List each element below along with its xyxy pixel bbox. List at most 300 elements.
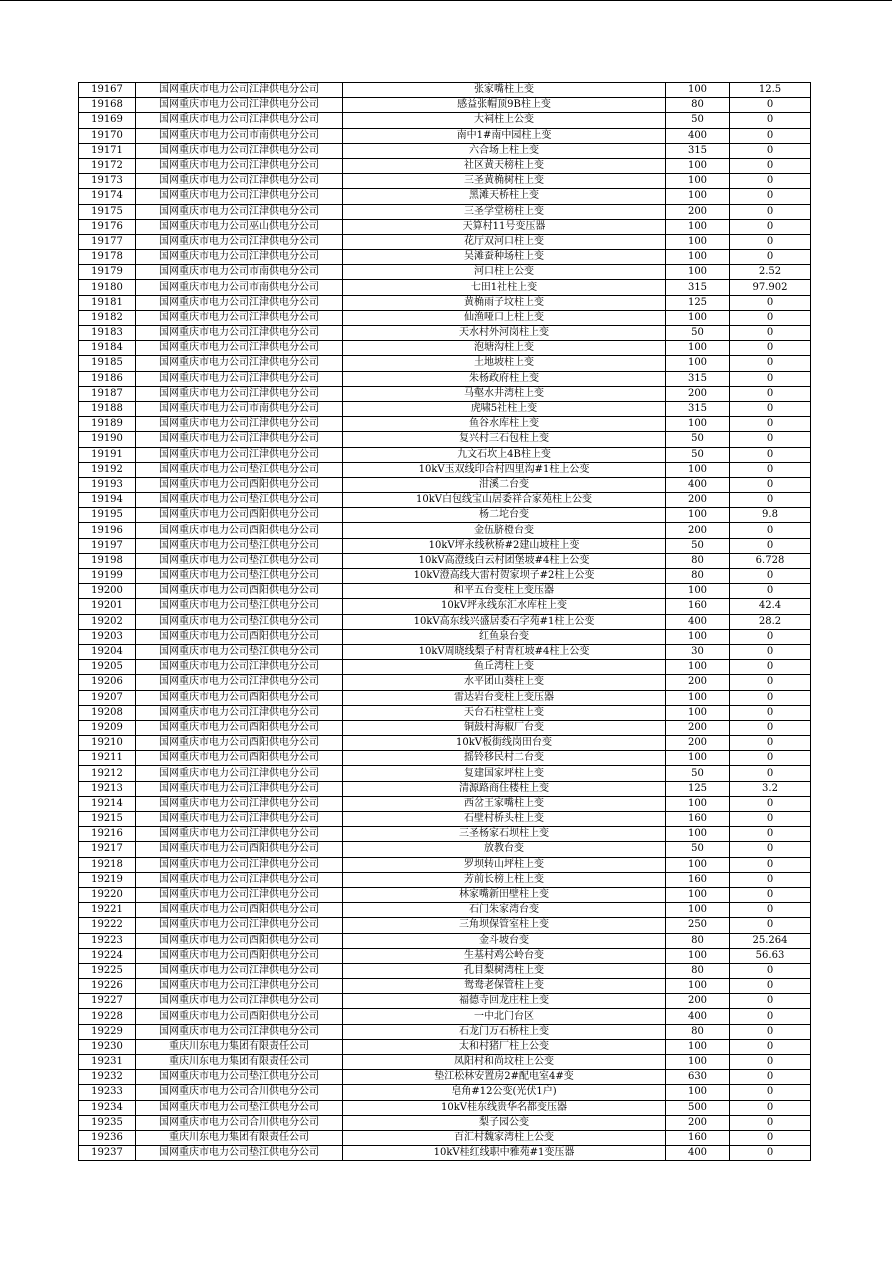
table-row <box>79 432 811 447</box>
row-id-cell: 19170 <box>79 128 136 143</box>
station-cell: 黑滩天桥柱上变 <box>343 189 666 204</box>
company-cell: 国网重庆市电力公司江津供电分公司 <box>136 781 343 796</box>
table-row <box>79 1146 811 1161</box>
table-row <box>79 963 811 978</box>
table-row <box>79 796 811 811</box>
row-id-cell: 19237 <box>79 1146 136 1161</box>
station-cell: 天台石柱堂柱上变 <box>343 705 666 720</box>
station-cell: 河口柱上公变 <box>343 265 666 280</box>
value-cell: 0 <box>730 1009 811 1024</box>
station-cell: 张家嘴柱上变 <box>343 83 666 98</box>
table-row <box>79 113 811 128</box>
station-cell: 三圣黄桷树柱上变 <box>343 174 666 189</box>
row-id-cell: 19178 <box>79 250 136 265</box>
table-row <box>79 1055 811 1070</box>
value-cell: 0 <box>730 918 811 933</box>
station-cell: 10kV澄高线大雷村贺家坝子#2柱上公变 <box>343 569 666 584</box>
company-cell: 国网重庆市电力公司江津供电分公司 <box>136 234 343 249</box>
row-id-cell: 19198 <box>79 553 136 568</box>
row-id-cell: 19211 <box>79 751 136 766</box>
capacity-cell: 100 <box>666 158 730 173</box>
company-cell: 国网重庆市电力公司江津供电分公司 <box>136 796 343 811</box>
capacity-cell: 80 <box>666 933 730 948</box>
station-cell: 水平团山葵柱上变 <box>343 675 666 690</box>
company-cell: 国网重庆市电力公司酉阳供电分公司 <box>136 690 343 705</box>
row-id-cell: 19202 <box>79 614 136 629</box>
company-cell: 国网重庆市电力公司江津供电分公司 <box>136 812 343 827</box>
capacity-cell: 80 <box>666 553 730 568</box>
row-id-cell: 19197 <box>79 538 136 553</box>
capacity-cell: 315 <box>666 371 730 386</box>
value-cell: 97.902 <box>730 280 811 295</box>
capacity-cell: 315 <box>666 401 730 416</box>
value-cell: 25.264 <box>730 933 811 948</box>
company-cell: 国网重庆市电力公司江津供电分公司 <box>136 432 343 447</box>
value-cell: 28.2 <box>730 614 811 629</box>
capacity-cell: 100 <box>666 827 730 842</box>
capacity-cell: 125 <box>666 781 730 796</box>
station-cell: 清源路商住楼柱上变 <box>343 781 666 796</box>
row-id-cell: 19235 <box>79 1115 136 1130</box>
value-cell: 0 <box>730 887 811 902</box>
company-cell: 国网重庆市电力公司江津供电分公司 <box>136 356 343 371</box>
value-cell: 0 <box>730 174 811 189</box>
table-row <box>79 417 811 432</box>
data-table <box>78 82 811 1161</box>
value-cell: 0 <box>730 341 811 356</box>
value-cell: 0 <box>730 219 811 234</box>
table-row <box>79 933 811 948</box>
table-row <box>79 1085 811 1100</box>
top-rule <box>0 0 892 1</box>
row-id-cell: 19177 <box>79 234 136 249</box>
company-cell: 国网重庆市电力公司垫江供电分公司 <box>136 538 343 553</box>
station-cell: 凤阳村和尚坟柱上公变 <box>343 1055 666 1070</box>
capacity-cell: 315 <box>666 280 730 295</box>
station-cell: 鸳鸯老保管柱上变 <box>343 979 666 994</box>
row-id-cell: 19167 <box>79 83 136 98</box>
company-cell: 重庆川东电力集团有限责任公司 <box>136 1039 343 1054</box>
value-cell: 0 <box>730 584 811 599</box>
table-row <box>79 128 811 143</box>
station-cell: 放教台变 <box>343 842 666 857</box>
row-id-cell: 19234 <box>79 1100 136 1115</box>
row-id-cell: 19210 <box>79 736 136 751</box>
value-cell: 0 <box>730 675 811 690</box>
station-cell: 土地坡柱上变 <box>343 356 666 371</box>
row-id-cell: 19190 <box>79 432 136 447</box>
table-row <box>79 401 811 416</box>
row-id-cell: 19196 <box>79 523 136 538</box>
station-cell: 梨子园公变 <box>343 1115 666 1130</box>
company-cell: 国网重庆市电力公司江津供电分公司 <box>136 189 343 204</box>
value-cell: 0 <box>730 857 811 872</box>
table-row <box>79 842 811 857</box>
row-id-cell: 19186 <box>79 371 136 386</box>
company-cell: 国网重庆市电力公司酉阳供电分公司 <box>136 933 343 948</box>
station-cell: 罗坝转山坪柱上变 <box>343 857 666 872</box>
row-id-cell: 19176 <box>79 219 136 234</box>
company-cell: 国网重庆市电力公司酉阳供电分公司 <box>136 751 343 766</box>
table-row <box>79 553 811 568</box>
row-id-cell: 19193 <box>79 477 136 492</box>
capacity-cell: 400 <box>666 1146 730 1161</box>
company-cell: 国网重庆市电力公司市南供电分公司 <box>136 401 343 416</box>
table-row <box>79 326 811 341</box>
table-row <box>79 280 811 295</box>
value-cell: 0 <box>730 766 811 781</box>
company-cell: 国网重庆市电力公司市南供电分公司 <box>136 280 343 295</box>
table-row <box>79 1009 811 1024</box>
capacity-cell: 100 <box>666 265 730 280</box>
table-row <box>79 1024 811 1039</box>
row-id-cell: 19185 <box>79 356 136 371</box>
capacity-cell: 160 <box>666 599 730 614</box>
station-cell: 复建国家坪柱上变 <box>343 766 666 781</box>
table-row <box>79 477 811 492</box>
company-cell: 重庆川东电力集团有限责任公司 <box>136 1055 343 1070</box>
company-cell: 国网重庆市电力公司垫江供电分公司 <box>136 493 343 508</box>
table-row <box>79 523 811 538</box>
company-cell: 国网重庆市电力公司江津供电分公司 <box>136 979 343 994</box>
row-id-cell: 19221 <box>79 903 136 918</box>
value-cell: 12.5 <box>730 83 811 98</box>
company-cell: 重庆川东电力集团有限责任公司 <box>136 1130 343 1145</box>
value-cell: 0 <box>730 1085 811 1100</box>
table-row <box>79 219 811 234</box>
company-cell: 国网重庆市电力公司江津供电分公司 <box>136 994 343 1009</box>
company-cell: 国网重庆市电力公司江津供电分公司 <box>136 98 343 113</box>
company-cell: 国网重庆市电力公司市南供电分公司 <box>136 128 343 143</box>
station-cell: 社区黄天榜柱上变 <box>343 158 666 173</box>
capacity-cell: 100 <box>666 1055 730 1070</box>
station-cell: 七田1社柱上变 <box>343 280 666 295</box>
value-cell: 6.728 <box>730 553 811 568</box>
table-row <box>79 857 811 872</box>
company-cell: 国网重庆市电力公司江津供电分公司 <box>136 295 343 310</box>
table-row <box>79 250 811 265</box>
table-row <box>79 83 811 98</box>
row-id-cell: 19217 <box>79 842 136 857</box>
row-id-cell: 19189 <box>79 417 136 432</box>
row-id-cell: 19226 <box>79 979 136 994</box>
company-cell: 国网重庆市电力公司合川供电分公司 <box>136 1115 343 1130</box>
table-row <box>79 918 811 933</box>
station-cell: 九文石坎上4B柱上变 <box>343 447 666 462</box>
row-id-cell: 19212 <box>79 766 136 781</box>
value-cell: 0 <box>730 477 811 492</box>
capacity-cell: 100 <box>666 189 730 204</box>
capacity-cell: 315 <box>666 143 730 158</box>
station-cell: 黄桷雨子坟柱上变 <box>343 295 666 310</box>
table-row <box>79 629 811 644</box>
station-cell: 泡塘沟柱上变 <box>343 341 666 356</box>
value-cell: 0 <box>730 1100 811 1115</box>
capacity-cell: 100 <box>666 250 730 265</box>
table-row <box>79 675 811 690</box>
value-cell: 0 <box>730 812 811 827</box>
value-cell: 0 <box>730 310 811 325</box>
station-cell: 泔溪二台变 <box>343 477 666 492</box>
table-row <box>79 310 811 325</box>
value-cell: 0 <box>730 326 811 341</box>
value-cell: 0 <box>730 1055 811 1070</box>
row-id-cell: 19233 <box>79 1085 136 1100</box>
table-row <box>79 584 811 599</box>
capacity-cell: 200 <box>666 736 730 751</box>
capacity-cell: 200 <box>666 720 730 735</box>
value-cell: 0 <box>730 796 811 811</box>
value-cell: 0 <box>730 158 811 173</box>
capacity-cell: 50 <box>666 326 730 341</box>
capacity-cell: 50 <box>666 766 730 781</box>
company-cell: 国网重庆市电力公司江津供电分公司 <box>136 766 343 781</box>
value-cell: 0 <box>730 963 811 978</box>
company-cell: 国网重庆市电力公司垫江供电分公司 <box>136 462 343 477</box>
company-cell: 国网重庆市电力公司酉阳供电分公司 <box>136 720 343 735</box>
capacity-cell: 160 <box>666 872 730 887</box>
value-cell: 0 <box>730 401 811 416</box>
company-cell: 国网重庆市电力公司江津供电分公司 <box>136 887 343 902</box>
company-cell: 国网重庆市电力公司江津供电分公司 <box>136 143 343 158</box>
value-cell: 0 <box>730 1146 811 1161</box>
row-id-cell: 19173 <box>79 174 136 189</box>
company-cell: 国网重庆市电力公司江津供电分公司 <box>136 371 343 386</box>
company-cell: 国网重庆市电力公司垫江供电分公司 <box>136 599 343 614</box>
station-cell: 感益张帽顶9B柱上变 <box>343 98 666 113</box>
row-id-cell: 19222 <box>79 918 136 933</box>
row-id-cell: 19201 <box>79 599 136 614</box>
value-cell: 0 <box>730 523 811 538</box>
row-id-cell: 19203 <box>79 629 136 644</box>
station-cell: 林家嘴新田壁柱上变 <box>343 887 666 902</box>
station-cell: 仙渔哑口上柱上变 <box>343 310 666 325</box>
value-cell: 0 <box>730 1115 811 1130</box>
company-cell: 国网重庆市电力公司江津供电分公司 <box>136 341 343 356</box>
capacity-cell: 100 <box>666 174 730 189</box>
company-cell: 国网重庆市电力公司垫江供电分公司 <box>136 1146 343 1161</box>
value-cell: 0 <box>730 1130 811 1145</box>
value-cell: 0 <box>730 660 811 675</box>
capacity-cell: 100 <box>666 341 730 356</box>
value-cell: 3.2 <box>730 781 811 796</box>
table-row <box>79 204 811 219</box>
capacity-cell: 100 <box>666 887 730 902</box>
station-cell: 马壑水井湾柱上变 <box>343 386 666 401</box>
capacity-cell: 100 <box>666 948 730 963</box>
table-row <box>79 1100 811 1115</box>
station-cell: 10kV桂红线职中雅苑#1变压器 <box>343 1146 666 1161</box>
value-cell: 0 <box>730 493 811 508</box>
table-row <box>79 538 811 553</box>
value-cell: 0 <box>730 250 811 265</box>
station-cell: 10kV坪永线东汇水库柱上变 <box>343 599 666 614</box>
table-row <box>79 462 811 477</box>
row-id-cell: 19232 <box>79 1070 136 1085</box>
company-cell: 国网重庆市电力公司江津供电分公司 <box>136 1024 343 1039</box>
station-cell: 六合场上柱上变 <box>343 143 666 158</box>
table-row <box>79 979 811 994</box>
row-id-cell: 19208 <box>79 705 136 720</box>
capacity-cell: 100 <box>666 857 730 872</box>
table-row <box>79 234 811 249</box>
capacity-cell: 125 <box>666 295 730 310</box>
table-row <box>79 569 811 584</box>
value-cell: 0 <box>730 204 811 219</box>
capacity-cell: 400 <box>666 128 730 143</box>
station-cell: 复兴村三石包柱上变 <box>343 432 666 447</box>
table-row <box>79 158 811 173</box>
row-id-cell: 19229 <box>79 1024 136 1039</box>
row-id-cell: 19228 <box>79 1009 136 1024</box>
value-cell: 0 <box>730 386 811 401</box>
value-cell: 0 <box>730 994 811 1009</box>
capacity-cell: 250 <box>666 918 730 933</box>
row-id-cell: 19231 <box>79 1055 136 1070</box>
capacity-cell: 200 <box>666 204 730 219</box>
row-id-cell: 19171 <box>79 143 136 158</box>
company-cell: 国网重庆市电力公司江津供电分公司 <box>136 417 343 432</box>
row-id-cell: 19182 <box>79 310 136 325</box>
station-cell: 红鱼泉台变 <box>343 629 666 644</box>
capacity-cell: 400 <box>666 477 730 492</box>
value-cell: 0 <box>730 827 811 842</box>
station-cell: 10kV桂东线贵华名都变压器 <box>343 1100 666 1115</box>
station-cell: 福德寺回龙庄柱上变 <box>343 994 666 1009</box>
company-cell: 国网重庆市电力公司江津供电分公司 <box>136 827 343 842</box>
value-cell: 2.52 <box>730 265 811 280</box>
station-cell: 10kV高东线兴盛居委石字苑#1柱上公变 <box>343 614 666 629</box>
company-cell: 国网重庆市电力公司酉阳供电分公司 <box>136 903 343 918</box>
table-row <box>79 1115 811 1130</box>
capacity-cell: 100 <box>666 903 730 918</box>
value-cell: 0 <box>730 751 811 766</box>
table-row <box>79 812 811 827</box>
capacity-cell: 80 <box>666 569 730 584</box>
value-cell: 0 <box>730 842 811 857</box>
row-id-cell: 19216 <box>79 827 136 842</box>
value-cell: 0 <box>730 903 811 918</box>
table-row <box>79 751 811 766</box>
company-cell: 国网重庆市电力公司酉阳供电分公司 <box>136 948 343 963</box>
company-cell: 国网重庆市电力公司江津供电分公司 <box>136 326 343 341</box>
value-cell: 0 <box>730 234 811 249</box>
station-cell: 三圣杨家石坝柱上变 <box>343 827 666 842</box>
capacity-cell: 100 <box>666 83 730 98</box>
value-cell: 0 <box>730 417 811 432</box>
station-cell: 孔目梨树湾柱上变 <box>343 963 666 978</box>
capacity-cell: 200 <box>666 386 730 401</box>
capacity-cell: 80 <box>666 963 730 978</box>
row-id-cell: 19205 <box>79 660 136 675</box>
table-row <box>79 1130 811 1145</box>
table-row <box>79 736 811 751</box>
capacity-cell: 100 <box>666 219 730 234</box>
company-cell: 国网重庆市电力公司江津供电分公司 <box>136 83 343 98</box>
capacity-cell: 30 <box>666 644 730 659</box>
station-cell: 垫江松林安置房2#配电室4#变 <box>343 1070 666 1085</box>
station-cell: 鱼丘湾柱上变 <box>343 660 666 675</box>
value-cell: 9.8 <box>730 508 811 523</box>
company-cell: 国网重庆市电力公司垫江供电分公司 <box>136 569 343 584</box>
row-id-cell: 19180 <box>79 280 136 295</box>
row-id-cell: 19213 <box>79 781 136 796</box>
table-row <box>79 1039 811 1054</box>
company-cell: 国网重庆市电力公司酉阳供电分公司 <box>136 842 343 857</box>
value-cell: 0 <box>730 1024 811 1039</box>
station-cell: 杨二坨台变 <box>343 508 666 523</box>
station-cell: 芳前长榜上柱上变 <box>343 872 666 887</box>
capacity-cell: 100 <box>666 584 730 599</box>
table-row <box>79 994 811 1009</box>
capacity-cell: 100 <box>666 234 730 249</box>
row-id-cell: 19224 <box>79 948 136 963</box>
row-id-cell: 19207 <box>79 690 136 705</box>
table-row <box>79 903 811 918</box>
station-cell: 铜鼓村海椒厂台变 <box>343 720 666 735</box>
capacity-cell: 100 <box>666 979 730 994</box>
row-id-cell: 19218 <box>79 857 136 872</box>
station-cell: 天算村11号变压器 <box>343 219 666 234</box>
station-cell: 摇铃移民村二台变 <box>343 751 666 766</box>
table-row <box>79 295 811 310</box>
company-cell: 国网重庆市电力公司垫江供电分公司 <box>136 614 343 629</box>
row-id-cell: 19179 <box>79 265 136 280</box>
table-row <box>79 660 811 675</box>
station-cell: 10kV周晓线梨子村青杠坡#4柱上公变 <box>343 644 666 659</box>
value-cell: 0 <box>730 98 811 113</box>
value-cell: 0 <box>730 1070 811 1085</box>
row-id-cell: 19174 <box>79 189 136 204</box>
company-cell: 国网重庆市电力公司江津供电分公司 <box>136 675 343 690</box>
capacity-cell: 100 <box>666 1085 730 1100</box>
station-cell: 石门朱家湾台变 <box>343 903 666 918</box>
company-cell: 国网重庆市电力公司垫江供电分公司 <box>136 553 343 568</box>
table-row <box>79 948 811 963</box>
company-cell: 国网重庆市电力公司江津供电分公司 <box>136 872 343 887</box>
row-id-cell: 19223 <box>79 933 136 948</box>
station-cell: 三角坝保管室柱上变 <box>343 918 666 933</box>
company-cell: 国网重庆市电力公司垫江供电分公司 <box>136 644 343 659</box>
row-id-cell: 19188 <box>79 401 136 416</box>
capacity-cell: 80 <box>666 1024 730 1039</box>
company-cell: 国网重庆市电力公司酉阳供电分公司 <box>136 736 343 751</box>
value-cell: 0 <box>730 569 811 584</box>
row-id-cell: 19225 <box>79 963 136 978</box>
value-cell: 0 <box>730 705 811 720</box>
row-id-cell: 19215 <box>79 812 136 827</box>
station-cell: 10kV白包线宝山居委祥合家苑柱上公变 <box>343 493 666 508</box>
table-row <box>79 386 811 401</box>
table-row <box>79 781 811 796</box>
capacity-cell: 100 <box>666 705 730 720</box>
station-cell: 石壁村桥头柱上变 <box>343 812 666 827</box>
station-cell: 百汇村魏家湾柱上公变 <box>343 1130 666 1145</box>
capacity-cell: 100 <box>666 508 730 523</box>
company-cell: 国网重庆市电力公司酉阳供电分公司 <box>136 1009 343 1024</box>
station-cell: 皂角#12公变(光伏1户) <box>343 1085 666 1100</box>
row-id-cell: 19187 <box>79 386 136 401</box>
capacity-cell: 500 <box>666 1100 730 1115</box>
station-cell: 金伍脐橙台变 <box>343 523 666 538</box>
value-cell: 0 <box>730 644 811 659</box>
station-cell: 金斗坡台变 <box>343 933 666 948</box>
capacity-cell: 50 <box>666 842 730 857</box>
company-cell: 国网重庆市电力公司酉阳供电分公司 <box>136 584 343 599</box>
row-id-cell: 19199 <box>79 569 136 584</box>
value-cell: 0 <box>730 979 811 994</box>
table-row <box>79 705 811 720</box>
